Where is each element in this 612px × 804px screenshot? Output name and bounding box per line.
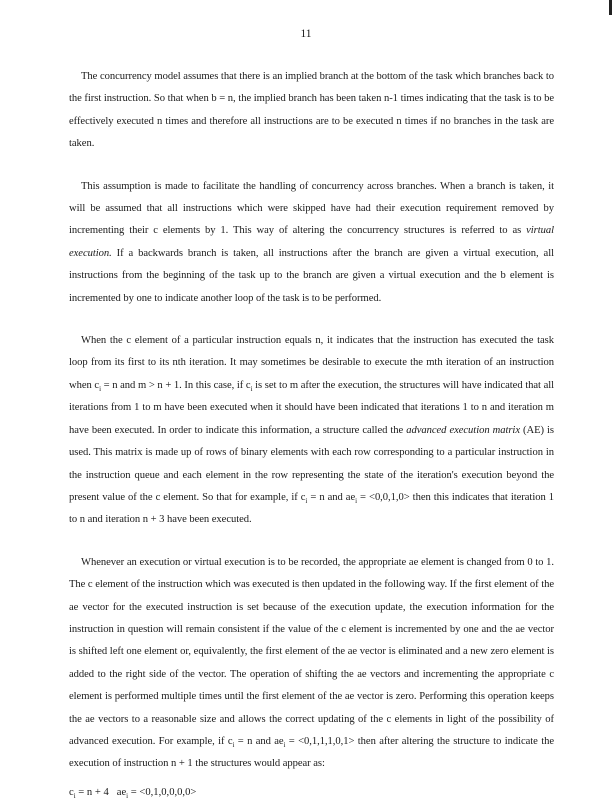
paragraph-execution-recording (69, 552, 554, 776)
subscript: i (355, 496, 358, 505)
page-number: 11 (300, 28, 312, 40)
subscript: i (305, 496, 308, 505)
text-run: When the c element of a particular instruction equals n, it indicates that the instruction has executed the task loop from its first to its nth iteration. It may sometimes be desirable to execute the mth iteration of an instruction when c (69, 335, 554, 391)
formula-ae-value: = <0,1,0,0,0,0> (128, 786, 197, 798)
paragraph-virtual-execution (69, 176, 554, 310)
paragraph-advanced-execution-matrix (69, 330, 554, 532)
term-virtual-execution: virtual execution. (69, 225, 554, 259)
text-run: = n and ae (234, 735, 284, 747)
formula-c-label: c (69, 786, 74, 798)
text-run: (AE) is used. This matrix is made up of rows of binary elements with each row corresponding to a particular instruction in the instruction queue and each element in the row representing the state of the iteration's execution beyond the present value of the c element. So that for example, if c (69, 424, 554, 503)
formula-c-value: = n + 4 (75, 786, 109, 798)
text-run: = n and m > n + 1. In this case, if c (100, 379, 251, 391)
text-run: = <0,0,1,0> then this indicates that iteration 1 to n and iteration n + 3 have been executed. (69, 491, 554, 526)
subscript: i (283, 740, 286, 749)
text-run: is set to m after the execution, the structures will have indicated that all iterations from 1 to m have been executed when it should have been indicated that iterations 1 to n and iteration m have been executed. In order to indicate this information, a structure called the (69, 379, 555, 436)
example-formula (69, 782, 554, 804)
subscript: i (126, 791, 129, 800)
document-body (69, 66, 554, 804)
formula-ae-label: ae (116, 786, 127, 798)
subscript: i (232, 740, 235, 749)
text-run: This assumption is made to facilitate the handling of concurrency across branches. When a branch is taken, it will be assumed that all instructions which were skipped have had their execution requirement removed by incrementing their c elements by 1. This way of altering the concurrency structures is referred to as (69, 180, 554, 237)
paragraph-implied-branch: The concurrency model assumes that there is an implied branch at the bottom of the task which branches back to the first instruction. So that when b = n, the implied branch has been taken n-1 times indicating that the task is to be effectively executed n times and therefore all instructions are to be executed n times if no branches in the task are taken. (69, 71, 554, 150)
term-advanced-execution-matrix: advanced execution matrix (406, 424, 520, 436)
text-run: = <0,1,1,1,0,1> then after altering the structure to indicate the execution of instruction n + 1 the structures would appear as: (69, 735, 554, 770)
subscript: i (99, 384, 101, 393)
text-run: = n and ae (307, 491, 356, 503)
text-run: Whenever an execution or virtual execution is to be recorded, the appropriate ae element is changed from 0 to 1. The c element of the instruction which was executed is then updated in the following way. If the first element of the ae vector for the executed instruction is set because of the execution update, the execution information for the instruction in question will remain consistent if the value of the c element is incremented by one and the ae vector is shifted left one element or, equivalently, the first element of the ae vector is eliminated and a new zero element is added to the right side of the vector. The operation of shifting the ae vectors and incrementing the appropriate c element is performed multiple times until the first element of the ae vector is zero. Performing this operation keeps the ae vectors to a reasonable size and allows the correct updating of the c elements in light of the possibility of advanced execution. For example, if c (69, 556, 554, 747)
subscript: i (73, 791, 76, 800)
subscript: i (250, 384, 253, 393)
text-run: If a backwards branch is taken, all instructions after the branch are given a virtual execution, all instructions from the beginning of the task up to the branch are given a virtual execution and the b element is incremented by one to indicate another loop of the task is to be performed. (69, 247, 554, 304)
